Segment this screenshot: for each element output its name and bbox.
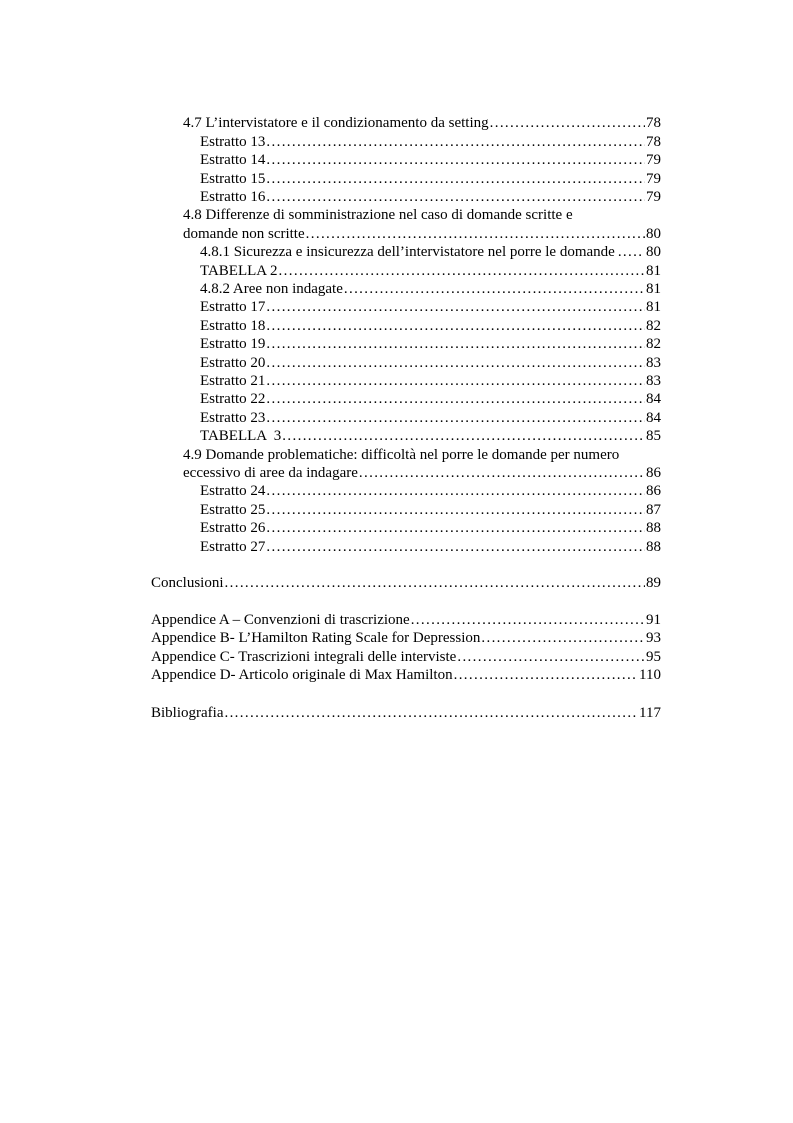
toc-entry-title: TABELLA 3 <box>200 428 282 444</box>
toc-entry-appendice-c[interactable] <box>151 648 661 666</box>
toc-entry-page: 80 <box>646 226 661 242</box>
toc-entry-page: 88 <box>646 520 661 536</box>
toc-entry-estratto-26[interactable] <box>200 519 661 537</box>
toc-entry-4-9-title-line1[interactable]: 4.9 Domande problematiche: difficoltà nel porre le domande per numero <box>183 447 620 463</box>
leader-dots <box>266 354 645 372</box>
toc-entry-4-8-1[interactable] <box>200 243 661 261</box>
toc-entry-estratto-13[interactable] <box>200 133 661 151</box>
toc-entry-appendice-d[interactable] <box>151 666 661 684</box>
toc-entry-page: 80 <box>646 244 661 260</box>
toc-entry-page: 79 <box>646 189 661 205</box>
leader-dots <box>266 538 645 556</box>
toc-entry-page: 79 <box>646 152 661 168</box>
toc-entry-estratto-24[interactable] <box>200 482 661 500</box>
leader-dots <box>266 170 645 188</box>
toc-entry-estratto-23[interactable] <box>200 409 661 427</box>
leader-dots <box>282 427 645 445</box>
toc-entry-title: 4.7 L’intervistatore e il condizionamento da setting <box>183 115 489 131</box>
toc-entry-estratto-25[interactable] <box>200 501 661 519</box>
toc-entry-title: Estratto 16 <box>200 189 266 205</box>
toc-entry-title: Estratto 25 <box>200 502 266 518</box>
toc-entry-page: 110 <box>639 667 661 683</box>
toc-entry-page: 85 <box>646 428 661 444</box>
toc-entry-4-9[interactable] <box>183 464 661 482</box>
leader-dots <box>359 464 645 482</box>
toc-entry-page: 86 <box>646 483 661 499</box>
toc-entry-title: Estratto 24 <box>200 483 266 499</box>
leader-dots <box>266 133 645 151</box>
toc-entry-page: 88 <box>646 539 661 555</box>
toc-entry-page: 86 <box>646 465 661 481</box>
toc-entry-4-8-2[interactable] <box>200 280 661 298</box>
leader-dots <box>279 262 645 280</box>
toc-entry-title: 4.8.2 Aree non indagate <box>200 281 343 297</box>
toc-entry-title: Estratto 20 <box>200 355 266 371</box>
toc-entry-title: Estratto 22 <box>200 391 266 407</box>
leader-dots <box>618 243 644 261</box>
toc-entry-title: Estratto 26 <box>200 520 266 536</box>
leader-dots <box>306 225 645 243</box>
toc-entry-page: 87 <box>646 502 661 518</box>
toc-entry-title: eccessivo di aree da indagare <box>183 465 358 481</box>
toc-entry-title: Conclusioni <box>151 575 224 591</box>
toc-entry-estratto-27[interactable] <box>200 538 661 556</box>
toc-entry-title: Estratto 27 <box>200 539 266 555</box>
toc-entry-title: 4.8.1 Sicurezza e insicurezza dell’intervistatore nel porre le domande <box>200 244 615 260</box>
toc-entry-estratto-16[interactable] <box>200 188 661 206</box>
toc-entry-tabella-2[interactable] <box>200 262 661 280</box>
toc-entry-tabella-3[interactable] <box>200 427 661 445</box>
toc-entry-page: 82 <box>646 318 661 334</box>
leader-dots <box>266 482 645 500</box>
leader-dots <box>266 188 645 206</box>
toc-entry-estratto-19[interactable] <box>200 335 661 353</box>
toc-entry-title: TABELLA 2 <box>200 263 278 279</box>
leader-dots <box>454 666 638 684</box>
leader-dots <box>266 317 645 335</box>
toc-entry-page: 95 <box>646 649 661 665</box>
toc-entry-page: 117 <box>639 705 661 721</box>
toc-entry-title: Bibliografia <box>151 705 224 721</box>
toc-entry-page: 89 <box>646 575 661 591</box>
leader-dots <box>266 151 645 169</box>
leader-dots <box>457 648 645 666</box>
toc-entry-estratto-20[interactable] <box>200 354 661 372</box>
toc-entry-page: 93 <box>646 630 661 646</box>
toc-entry-title: Appendice D- Articolo originale di Max Hamilton <box>151 667 453 683</box>
leader-dots <box>266 372 645 390</box>
toc-entry-page: 84 <box>646 410 661 426</box>
toc-entry-estratto-21[interactable] <box>200 372 661 390</box>
toc-entry-title: Estratto 15 <box>200 171 266 187</box>
toc-entry-page: 81 <box>646 281 661 297</box>
toc-entry-page: 82 <box>646 336 661 352</box>
toc-entry-estratto-14[interactable] <box>200 151 661 169</box>
toc-entry-4-8-title-line1[interactable]: 4.8 Differenze di somministrazione nel caso di domande scritte e <box>183 207 573 223</box>
toc-entry-title: Appendice A – Convenzioni di trascrizione <box>151 612 410 628</box>
toc-entry-title: domande non scritte <box>183 226 305 242</box>
toc-entry-title: Appendice B- L’Hamilton Rating Scale for Depression <box>151 630 481 646</box>
leader-dots <box>490 114 645 132</box>
toc-entry-page: 78 <box>646 115 661 131</box>
toc-entry-page: 81 <box>646 299 661 315</box>
leader-dots <box>411 611 645 629</box>
leader-dots <box>266 335 645 353</box>
leader-dots <box>266 409 645 427</box>
leader-dots <box>224 704 638 722</box>
toc-entry-page: 83 <box>646 355 661 371</box>
toc-entry-page: 91 <box>646 612 661 628</box>
toc-entry-page: 79 <box>646 171 661 187</box>
leader-dots <box>266 298 645 316</box>
leader-dots <box>481 629 645 647</box>
toc-entry-title: Estratto 18 <box>200 318 266 334</box>
toc-entry-title: Estratto 17 <box>200 299 266 315</box>
toc-entry-4-8[interactable] <box>183 225 661 243</box>
toc-entry-title: Appendice C- Trascrizioni integrali delle interviste <box>151 649 457 665</box>
leader-dots <box>266 519 645 537</box>
toc-entry-title: Estratto 14 <box>200 152 266 168</box>
toc-entry-page: 84 <box>646 391 661 407</box>
leader-dots <box>266 501 645 519</box>
toc-entry-conclusioni[interactable] <box>151 574 661 592</box>
toc-entry-4-7[interactable] <box>183 114 661 132</box>
toc-entry-page: 81 <box>646 263 661 279</box>
toc-entry-appendice-a[interactable] <box>151 611 661 629</box>
leader-dots <box>344 280 645 298</box>
toc-entry-page: 83 <box>646 373 661 389</box>
leader-dots <box>225 574 645 592</box>
toc-entry-estratto-15[interactable] <box>200 170 661 188</box>
toc-entry-bibliografia[interactable] <box>151 704 661 722</box>
toc-entry-page: 78 <box>646 134 661 150</box>
toc-entry-title: Estratto 19 <box>200 336 266 352</box>
toc-entry-title: Estratto 21 <box>200 373 266 389</box>
toc-entry-estratto-18[interactable] <box>200 317 661 335</box>
toc-entry-estratto-17[interactable] <box>200 298 661 316</box>
toc-entry-appendice-b[interactable] <box>151 629 661 647</box>
toc-entry-title: Estratto 23 <box>200 410 266 426</box>
toc-entry-estratto-22[interactable] <box>200 390 661 408</box>
toc-entry-title: Estratto 13 <box>200 134 266 150</box>
leader-dots <box>266 390 645 408</box>
